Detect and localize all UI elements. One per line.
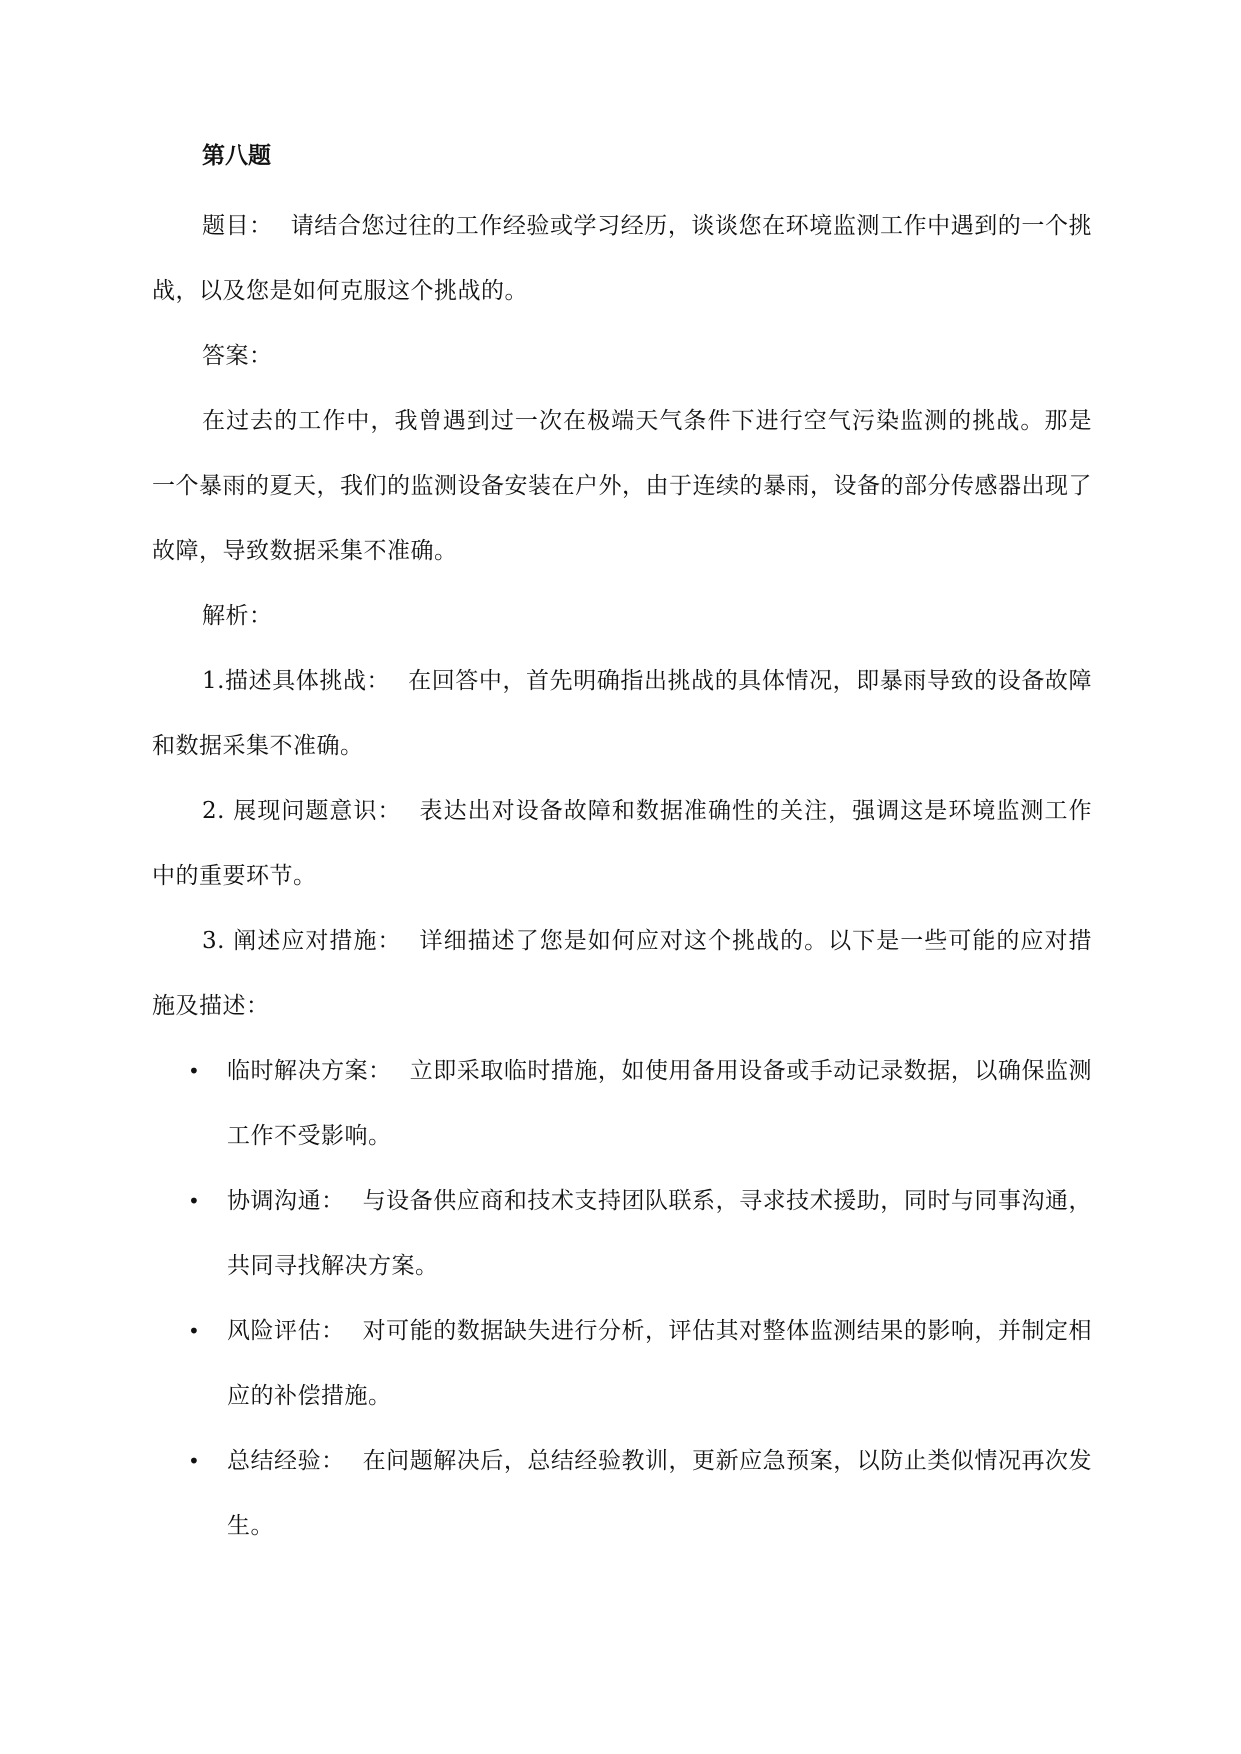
analysis-label: 解析： — [202, 603, 273, 629]
list-item-label: 协调沟通： — [227, 1188, 345, 1214]
list-item-label: 临时解决方案： — [227, 1058, 392, 1084]
list-item-text: 与设备供应商和技术支持团队联系，寻求技术援助，同时与同事沟通，共同寻找解决方案。 — [227, 1188, 1093, 1279]
analysis-point — [152, 909, 1092, 1039]
list-item — [152, 1039, 1092, 1169]
answer-paragraph: 在过去的工作中，我曾遇到过一次在极端天气条件下进行空气污染监测的挑战。那是一个暴雨的夏天，我们的监测设备安装在户外，由于连续的暴雨，设备的部分传感器出现了故障，导致数据采集不准确。 — [152, 408, 1092, 564]
analysis-point-text: 在回答中，首先明确指出挑战的具体情况，即暴雨导致的设备故障和数据采集不准确。 — [152, 668, 1092, 759]
question-text: 请结合您过往的工作经验或学习经历，谈谈您在环境监测工作中遇到的一个挑战，以及您是如何克服这个挑战的。 — [152, 213, 1093, 304]
list-item-text: 在问题解决后，总结经验教训，更新应急预案，以防止类似情况再次发生。 — [227, 1448, 1093, 1539]
question-heading: 第八题 — [202, 143, 271, 169]
list-item-text: 立即采取临时措施，如使用备用设备或手动记录数据，以确保监测工作不受影响。 — [227, 1058, 1093, 1149]
analysis-point — [152, 649, 1092, 779]
analysis-point — [152, 779, 1092, 909]
question-paragraph — [152, 194, 1092, 324]
list-item — [152, 1429, 1092, 1559]
bullet-icon: • — [188, 1189, 201, 1213]
analysis-point-label: 3. 阐述应对措施： — [202, 928, 402, 954]
bullet-icon: • — [188, 1319, 201, 1343]
document-page — [152, 140, 1092, 1559]
list-item-label: 总结经验： — [227, 1448, 345, 1474]
bullet-icon: • — [188, 1059, 201, 1083]
question-label: 题目： — [202, 213, 273, 239]
bullet-icon: • — [188, 1449, 201, 1473]
list-item — [152, 1169, 1092, 1299]
analysis-point-text: 详细描述了您是如何应对这个挑战的。以下是一些可能的应对措施及描述： — [152, 928, 1092, 1019]
analysis-point-label: 2. 展现问题意识： — [202, 798, 402, 824]
list-item — [152, 1299, 1092, 1429]
measures-list — [152, 1039, 1092, 1559]
analysis-point-text: 表达出对设备故障和数据准确性的关注，强调这是环境监测工作中的重要环节。 — [152, 798, 1092, 889]
list-item-label: 风险评估： — [227, 1318, 345, 1344]
analysis-point-label: 1.描述具体挑战： — [202, 668, 391, 694]
answer-label: 答案： — [202, 343, 273, 369]
list-item-text: 对可能的数据缺失进行分析，评估其对整体监测结果的影响，并制定相应的补偿措施。 — [227, 1318, 1093, 1409]
